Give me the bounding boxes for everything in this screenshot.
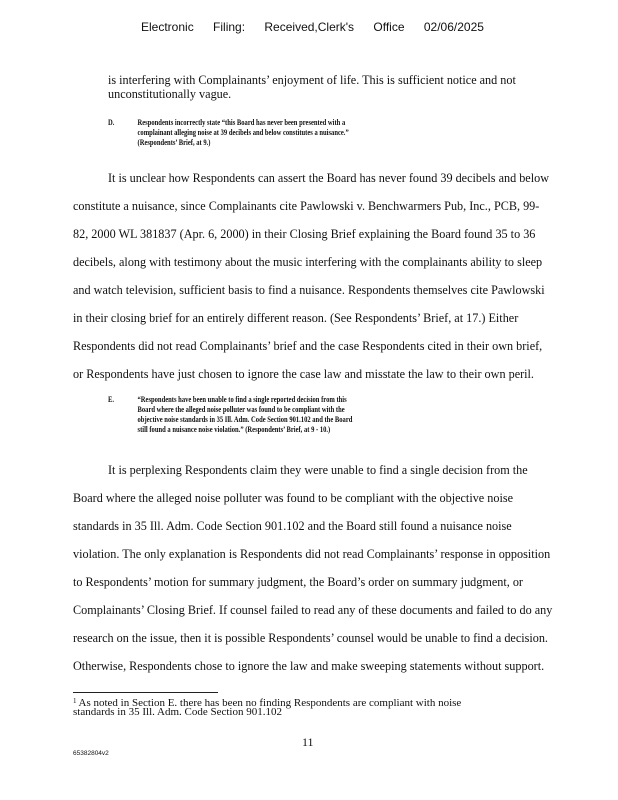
para1-line-3: 82, 2000 WL 381837 (Apr. 6, 2000) in their Closing Brief explaining the Board found 35 to 36	[73, 227, 536, 241]
para1-line-5: and watch television, sufficient basis to find a nuisance. Respondents themselves cite Pawlowski	[73, 283, 545, 297]
para1-line-8: or Respondents have just chosen to ignore the case law and misstate the law to their own peril.	[73, 367, 534, 381]
para1-line-6: in their closing brief for an entirely different reason. (See Respondents’ Brief, at 17.) Either	[73, 311, 519, 325]
para2-line-6: Complainants’ Closing Brief. If counsel failed to read any of these documents and failed to do any	[73, 603, 553, 617]
para2-line-5: to Respondents’ motion for summary judgment, the Board’s order on summary judgment, or	[73, 575, 523, 589]
heading-e-line-2: Board where the alleged noise polluter was found to be compliant with the	[137, 405, 345, 414]
para1-line-7: Respondents did not read Complainants’ brief and the case Respondents cited in their own brief,	[73, 339, 543, 353]
header-electronic: Electronic	[141, 20, 194, 34]
footnote-text-1: As noted in Section E. there has been no finding Respondents are compliant with noise	[78, 697, 462, 709]
intro-line-1: is interfering with Complainants’ enjoyment of life. This is sufficient notice and not	[108, 73, 516, 87]
para2-line-1: It is perplexing Respondents claim they were unable to find a single decision from the	[108, 463, 528, 477]
para2-line-8: Otherwise, Respondents chose to ignore the law and make sweeping statements without support.	[73, 659, 545, 673]
para2-line-7: research on the issue, then it is possible Respondents’ counsel would be unable to find a decision.	[73, 631, 548, 645]
header-office: Office	[373, 20, 405, 34]
heading-d-line-1: Respondents incorrectly state “this Board has never been presented with a	[137, 118, 346, 127]
para2-line-2: Board where the alleged noise polluter was found to be compliant with the objective noise	[73, 491, 513, 505]
header-received: Received,Clerk's	[264, 20, 355, 34]
heading-e-label: E.	[108, 395, 115, 404]
para2-line-4: violation. The only explanation is Respondents did not read Complainants’ response in opposition	[73, 547, 551, 561]
para1-line-4: decibels, along with testimony about the music interfering with the complainants ability to sleep	[73, 255, 543, 269]
footnote-line-2: standards in 35 Ill. Adm. Code Section 901.102	[73, 706, 282, 718]
heading-d	[108, 118, 349, 148]
footnote-marker: 1	[73, 697, 77, 705]
heading-e	[108, 395, 352, 435]
heading-e-line-4: still found a nuisance noise violation.” (Respondents’ Brief, at 9 - 10.)	[137, 425, 331, 434]
heading-d-line-2: complainant alleging noise at 39 decibels and below constitutes a nuisance.”	[137, 128, 349, 137]
header-filing: Filing:	[213, 20, 246, 34]
heading-e-line-1: “Respondents have been unable to find a single reported decision from this	[137, 395, 347, 404]
heading-e-line-3: objective noise standards in 35 Ill. Adm. Code Section 901.102 and the Board	[137, 415, 353, 424]
heading-d-label: D.	[108, 118, 115, 127]
header-date: 02/06/2025	[423, 20, 484, 34]
footnote-divider	[73, 692, 218, 693]
document-id: 65382804v2	[73, 750, 109, 757]
para1-line-2: constitute a nuisance, since Complainants cite Pawlowski v. Benchwarmers Pub, Inc., PCB, 99-	[73, 199, 540, 213]
heading-d-line-3: (Respondents’ Brief, at 9.)	[137, 138, 211, 147]
intro-line-2: unconstitutionally vague.	[108, 87, 232, 101]
filing-stamp-header	[141, 20, 498, 34]
page-number: 11	[302, 735, 314, 749]
para1-line-1: It is unclear how Respondents can assert the Board has never found 39 decibels and below	[108, 171, 549, 185]
para2-line-3: standards in 35 Ill. Adm. Code Section 901.102 and the Board still found a nuisance noise	[73, 519, 512, 533]
